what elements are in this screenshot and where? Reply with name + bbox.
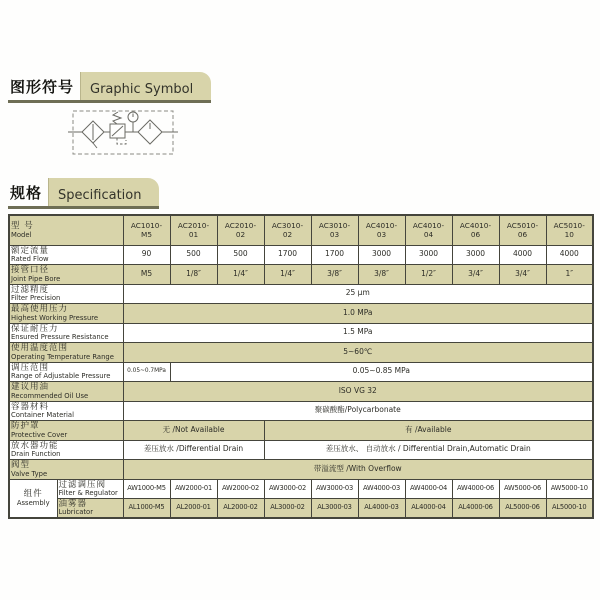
row-label-zh: 组件 bbox=[23, 489, 43, 500]
row-label-cell bbox=[9, 284, 123, 304]
row-label-zh: 型 号 bbox=[11, 221, 34, 232]
spec-value-cell: 4000 bbox=[546, 245, 593, 265]
model-header-cell: AC4010- 04 bbox=[405, 215, 452, 245]
spec-value-cell: 有 /Available bbox=[264, 421, 593, 441]
spec-value-cell: 3/8″ bbox=[358, 265, 405, 285]
section-title-en: Specification bbox=[48, 178, 159, 206]
row-label-zh: 使用温度范围 bbox=[11, 343, 69, 354]
model-header-cell: AC4010- 03 bbox=[358, 215, 405, 245]
row-label-cell bbox=[9, 401, 123, 421]
spec-value-cell: 3/4″ bbox=[452, 265, 499, 285]
spec-value-cell: 1/2″ bbox=[405, 265, 452, 285]
section-header-graphic-symbol bbox=[8, 72, 211, 103]
table-row bbox=[9, 479, 593, 499]
spec-value-cell: 带溢流型 /With Overflow bbox=[123, 460, 593, 480]
table-row bbox=[9, 460, 593, 480]
table-row bbox=[9, 284, 593, 304]
table-row bbox=[9, 304, 593, 324]
row-label-en: Protective Cover bbox=[11, 430, 68, 439]
row-label-en: Lubricator bbox=[58, 508, 93, 517]
table-row bbox=[9, 362, 593, 382]
specification-table bbox=[8, 214, 593, 519]
assembly-part-cell: AW3000-03 bbox=[311, 479, 358, 499]
assembly-part-cell: AL4000-06 bbox=[452, 499, 499, 519]
row-label-cell bbox=[9, 265, 123, 285]
row-label-zh: 阀型 bbox=[11, 460, 31, 471]
table-row bbox=[9, 265, 593, 285]
row-label-cell bbox=[9, 323, 123, 343]
model-header-cell: AC2010- 01 bbox=[170, 215, 217, 245]
assembly-part-cell: AW4000-04 bbox=[405, 479, 452, 499]
assembly-part-cell: AW4000-03 bbox=[358, 479, 405, 499]
row-label-zh: 过滤调压阀 bbox=[58, 479, 107, 490]
spec-value-cell: 1700 bbox=[264, 245, 311, 265]
assembly-part-cell: AL4000-04 bbox=[405, 499, 452, 519]
table-row bbox=[9, 401, 593, 421]
table-row bbox=[9, 499, 593, 519]
row-label-zh: 防护罩 bbox=[11, 421, 40, 432]
row-label-cell bbox=[57, 499, 123, 519]
model-header-cell: AC3010- 03 bbox=[311, 215, 358, 245]
spec-value-cell: 聚碳酸酯/Polycarbonate bbox=[123, 401, 593, 421]
spec-value-cell: 1/4″ bbox=[264, 265, 311, 285]
row-label-en: Filter & Regulator bbox=[58, 489, 118, 498]
spec-value-cell: 25 μm bbox=[123, 284, 593, 304]
row-label-zh: 调压范围 bbox=[11, 362, 50, 373]
row-label-cell bbox=[9, 479, 57, 518]
frl-schematic-icon bbox=[68, 103, 178, 163]
assembly-part-cell: AL2000-01 bbox=[170, 499, 217, 519]
spec-value-cell: 1.0 MPa bbox=[123, 304, 593, 324]
row-label-zh: 油雾器 bbox=[58, 499, 88, 510]
assembly-part-cell: AL2000-02 bbox=[217, 499, 264, 519]
spec-value-cell: 3000 bbox=[405, 245, 452, 265]
table-row bbox=[9, 323, 593, 343]
spec-value-cell: M5 bbox=[123, 265, 170, 285]
model-header-cell: AC1010- M5 bbox=[123, 215, 170, 245]
model-header-cell: AC5010- 06 bbox=[499, 215, 546, 245]
row-label-zh: 额定流量 bbox=[11, 245, 50, 256]
row-label-en: Drain Function bbox=[11, 450, 61, 459]
assembly-part-cell: AW4000-06 bbox=[452, 479, 499, 499]
spec-value-cell: 差压放水 /Differential Drain bbox=[123, 440, 264, 460]
row-label-cell bbox=[57, 479, 123, 499]
row-label-en: Highest Working Pressure bbox=[11, 313, 99, 322]
table-row bbox=[9, 421, 593, 441]
assembly-part-cell: AW1000-M5 bbox=[123, 479, 170, 499]
section-header-specification bbox=[8, 178, 159, 209]
spec-value-cell: 500 bbox=[170, 245, 217, 265]
spec-value-cell: 1″ bbox=[546, 265, 593, 285]
assembly-part-cell: AW2000-01 bbox=[170, 479, 217, 499]
spec-value-cell: 3000 bbox=[358, 245, 405, 265]
row-label-en: Ensured Pressure Resistance bbox=[11, 333, 109, 342]
row-label-zh: 建议用油 bbox=[11, 382, 50, 393]
spec-value-cell: 3/8″ bbox=[311, 265, 358, 285]
row-label-cell bbox=[9, 460, 123, 480]
row-label-cell bbox=[9, 382, 123, 402]
row-label-en: Valve Type bbox=[11, 469, 48, 478]
row-label-en: Operating Temperature Range bbox=[11, 352, 114, 361]
assembly-part-cell: AW3000-02 bbox=[264, 479, 311, 499]
spec-value-cell: 3/4″ bbox=[499, 265, 546, 285]
row-label-cell bbox=[9, 362, 123, 382]
spec-value-cell: 3000 bbox=[452, 245, 499, 265]
table-row bbox=[9, 382, 593, 402]
row-label-cell bbox=[9, 215, 123, 245]
row-label-en: Rated Flow bbox=[11, 255, 49, 264]
model-header-cell: AC2010- 02 bbox=[217, 215, 264, 245]
table-row bbox=[9, 440, 593, 460]
table-row bbox=[9, 245, 593, 265]
assembly-part-cell: AW5000-10 bbox=[546, 479, 593, 499]
assembly-part-cell: AL5000-10 bbox=[546, 499, 593, 519]
assembly-part-cell: AW5000-06 bbox=[499, 479, 546, 499]
row-label-en: Range of Adjustable Pressure bbox=[11, 372, 111, 381]
row-label-cell bbox=[9, 343, 123, 363]
row-label-cell bbox=[9, 245, 123, 265]
spec-value-cell: 5~60℃ bbox=[123, 343, 593, 363]
section-title-zh: 图形符号 bbox=[8, 72, 80, 100]
row-label-zh: 放水器功能 bbox=[11, 440, 59, 451]
spec-table-body bbox=[9, 215, 593, 518]
model-header-cell: AC5010- 10 bbox=[546, 215, 593, 245]
table-row bbox=[9, 343, 593, 363]
section-title-en: Graphic Symbol bbox=[80, 72, 211, 100]
table-row bbox=[9, 215, 593, 245]
spec-value-cell: 500 bbox=[217, 245, 264, 265]
row-label-zh: 最高使用压力 bbox=[11, 304, 69, 315]
row-label-cell bbox=[9, 304, 123, 324]
spec-value-cell: 1.5 MPa bbox=[123, 323, 593, 343]
row-label-zh: 接管口径 bbox=[11, 265, 50, 276]
spec-value-cell: 无 /Not Available bbox=[123, 421, 264, 441]
spec-value-cell: 1/8″ bbox=[170, 265, 217, 285]
spec-value-cell: 0.05~0.7MPa bbox=[123, 362, 170, 382]
assembly-part-cell: AL4000-03 bbox=[358, 499, 405, 519]
spec-value-cell: 4000 bbox=[499, 245, 546, 265]
assembly-part-cell: AW2000-02 bbox=[217, 479, 264, 499]
spec-value-cell: 差压放水、 自动放水 / Differential Drain,Automatic Drain bbox=[264, 440, 593, 460]
row-label-zh: 容器材料 bbox=[11, 401, 50, 412]
model-header-cell: AC3010- 02 bbox=[264, 215, 311, 245]
row-label-en: Filter Precision bbox=[11, 294, 61, 303]
row-label-cell bbox=[9, 440, 123, 460]
row-label-en: Assembly bbox=[16, 498, 50, 507]
graphic-symbol-diagram bbox=[68, 103, 178, 163]
spec-value-cell: ISO VG 32 bbox=[123, 382, 593, 402]
model-header-cell: AC4010- 06 bbox=[452, 215, 499, 245]
assembly-part-cell: AL5000-06 bbox=[499, 499, 546, 519]
row-label-en: Model bbox=[11, 230, 32, 239]
row-label-en: Recommended Oil Use bbox=[11, 391, 89, 400]
assembly-part-cell: AL3000-03 bbox=[311, 499, 358, 519]
row-label-zh: 保证耐压力 bbox=[11, 323, 59, 334]
spec-value-cell: 1700 bbox=[311, 245, 358, 265]
spec-value-cell: 90 bbox=[123, 245, 170, 265]
row-label-cell bbox=[9, 421, 123, 441]
row-label-en: Container Material bbox=[11, 411, 74, 420]
assembly-part-cell: AL1000-M5 bbox=[123, 499, 170, 519]
row-label-en: Joint Pipe Bore bbox=[11, 274, 61, 283]
row-label-zh: 过滤精度 bbox=[11, 284, 50, 295]
assembly-part-cell: AL3000-02 bbox=[264, 499, 311, 519]
spec-value-cell: 1/4″ bbox=[217, 265, 264, 285]
spec-value-cell: 0.05~0.85 MPa bbox=[170, 362, 593, 382]
section-title-zh: 规格 bbox=[8, 178, 48, 206]
